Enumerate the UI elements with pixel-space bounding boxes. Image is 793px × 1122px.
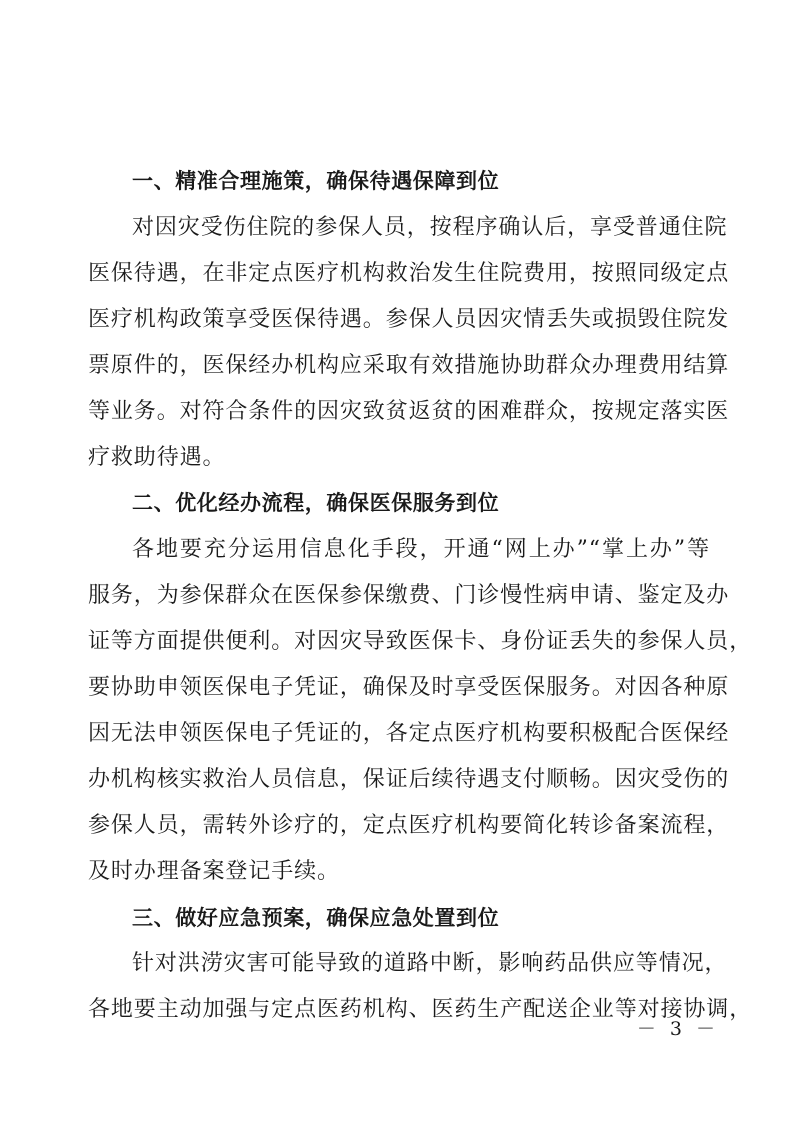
paragraph-line: 因无法申领医保电子凭证的，各定点医疗机构要积极配合医保经: [88, 721, 730, 746]
paragraph-line: 及时办理备案登记手续。: [88, 859, 340, 884]
paragraph-line: 医疗机构政策享受医保待遇。参保人员因灾情丢失或损毁住院发: [88, 307, 730, 332]
paragraph-line: 要协助申领医保电子凭证，确保及时享受医保服务。对因各种原: [88, 675, 730, 700]
paragraph-line: 参保人员，需转外诊疗的，定点医疗机构要简化转诊备案流程，: [88, 813, 730, 838]
paragraph-line: 服务，为参保群众在医保参保缴费、门诊慢性病申请、鉴定及办: [88, 583, 730, 608]
paragraph-line: 票原件的，医保经办机构应采取有效措施协助群众办理费用结算: [88, 353, 730, 378]
paragraph-line: 办机构核实救治人员信息，保证后续待遇支付顺畅。因灾受伤的: [88, 767, 730, 792]
paragraph-line: 针对洪涝灾害可能导致的道路中断，影响药品供应等情况，: [132, 951, 728, 976]
section-heading-2: 二、优化经办流程，确保医保服务到位: [132, 491, 500, 515]
paragraph-line: 医保待遇，在非定点医疗机构救治发生住院费用，按照同级定点: [88, 261, 730, 286]
paragraph-line: 等业务。对符合条件的因灾致贫返贫的困难群众，按规定落实医: [88, 399, 730, 424]
paragraph-line: 疗救助待遇。: [88, 445, 226, 470]
section-heading-3: 三、做好应急预案，确保应急处置到位: [132, 906, 500, 930]
page-number: － 3 －: [636, 1018, 719, 1040]
paragraph-line: 证等方面提供便利。对因灾导致医保卡、身份证丢失的参保人员，: [88, 629, 753, 654]
paragraph-line: 各地要主动加强与定点医药机构、医药生产配送企业等对接协调，: [88, 997, 753, 1022]
paragraph-line: 对因灾受伤住院的参保人员，按程序确认后，享受普通住院: [132, 215, 728, 240]
paragraph-line: 各地要充分运用信息化手段，开通“网上办”“掌上办”等: [132, 537, 710, 562]
section-heading-1: 一、精准合理施策，确保待遇保障到位: [132, 169, 500, 193]
